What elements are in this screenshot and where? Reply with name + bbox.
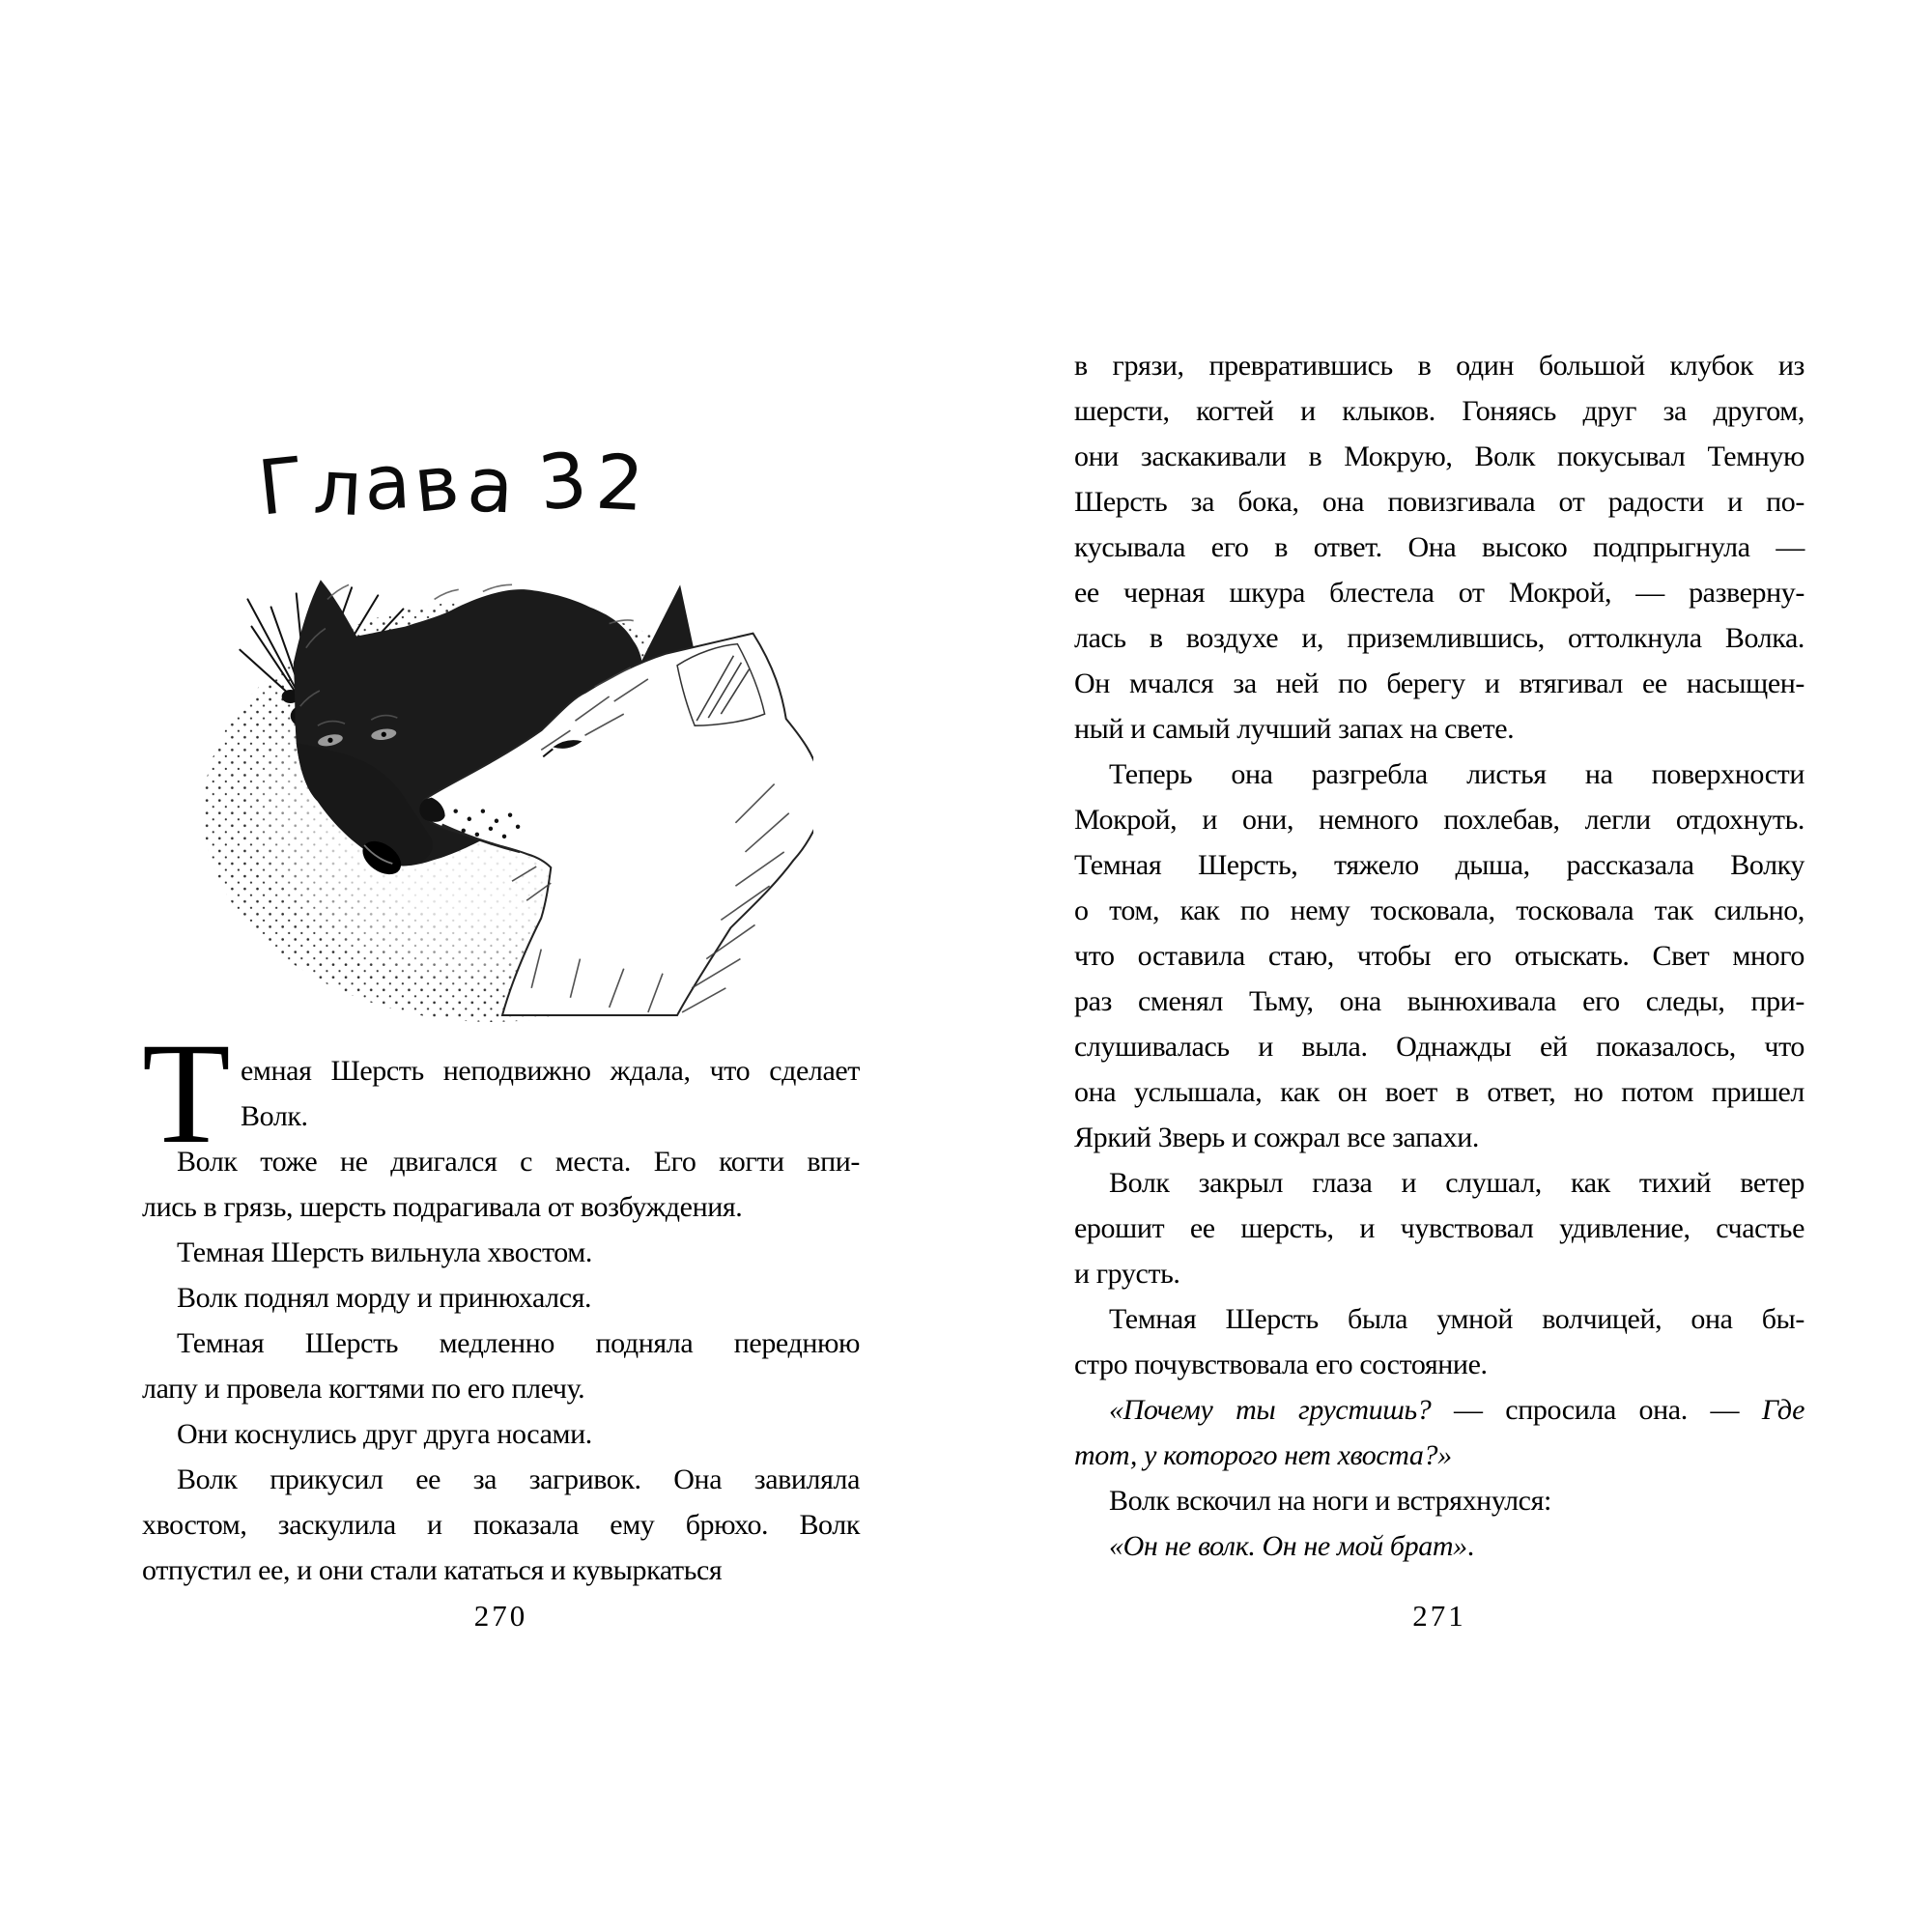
text-line: «Он не волк. Он не мой брат».	[1109, 1530, 1474, 1562]
text-line: ерошит ее шерсть, и чувствовал удивление, счастье	[1074, 1212, 1804, 1244]
text-line: Теперь она разгребла листья на поверхности	[1109, 758, 1804, 790]
text-line: кусывала его в ответ. Она высоко подпрыгнула —	[1074, 531, 1804, 563]
text-line: слушивалась и выла. Однажды ей показалось, что	[1074, 1031, 1804, 1063]
drop-cap: Т	[142, 1013, 231, 1174]
text-line: Волк закрыл глаза и слушал, как тихий ветер	[1109, 1167, 1804, 1199]
text-line: отпустил ее, и они стали кататься и кувыркаться	[142, 1554, 723, 1586]
text-line: Темная Шерсть, тяжело дыша, рассказала Волку	[1074, 849, 1804, 881]
text-line: что оставила стаю, чтобы его отыскать. Свет много	[1074, 940, 1804, 972]
text-line: лась в воздухе и, приземлившись, оттолкнула Волка.	[1074, 622, 1804, 654]
text-line: она услышала, как он воет в ответ, но потом пришел	[1074, 1076, 1804, 1108]
text-line: они заскакивали в Мокрую, Волк покусывал Темную	[1074, 440, 1804, 472]
text-line: Темная Шерсть медленно подняла переднюю	[177, 1327, 860, 1359]
text-line: Темная Шерсть была умной волчицей, она бы-	[1109, 1303, 1804, 1335]
text-line: «Почему ты грустишь? — спросила она. — Где	[1109, 1394, 1804, 1426]
page-number-left: 270	[473, 1599, 528, 1633]
text-line: хвостом, заскулила и показала ему брюхо. Волк	[142, 1509, 860, 1541]
text-line: ее черная шкура блестела от Мокрой, — разверну-	[1074, 577, 1804, 609]
right-page-text	[1074, 343, 1804, 1569]
text-line: Яркий Зверь и сожрал все запахи.	[1074, 1122, 1479, 1153]
text-line: о том, как по нему тосковала, тосковала так сильно,	[1074, 895, 1804, 926]
text-line: емная Шерсть неподвижно ждала, что сделает	[241, 1055, 860, 1087]
text-line: Шерсть за бока, она повизгивала от радости и по-	[1074, 486, 1804, 518]
text-line: стро почувствовала его состояние.	[1074, 1349, 1488, 1380]
text-line: шерсти, когтей и клыков. Гоняясь друг за другом,	[1074, 395, 1804, 427]
page-number-right: 271	[1412, 1599, 1466, 1633]
text-line: Волк.	[241, 1100, 308, 1132]
text-line: лись в грязь, шерсть подрагивала от возбуждения.	[142, 1191, 743, 1223]
text-line: Он мчался за ней по берегу и втягивал ее насыщен-	[1074, 668, 1804, 699]
text-line: Темная Шерсть вильнула хвостом.	[177, 1236, 592, 1268]
text-line: лапу и провела когтями по его плечу.	[142, 1373, 585, 1405]
text-line: раз сменял Тьму, она вынюхивала его следы, при-	[1074, 985, 1804, 1017]
text-line: ный и самый лучший запах на свете.	[1074, 713, 1515, 745]
chapter-title: Глава 32	[254, 436, 651, 534]
text-line: Волк тоже не двигался с места. Его когти впи-	[177, 1146, 860, 1178]
text-line: Волк поднял морду и принюхался.	[177, 1282, 592, 1314]
text-line: Мокрой, и они, немного похлебав, легли отдохнуть.	[1074, 804, 1804, 836]
text-line: Они коснулись друг друга носами.	[177, 1418, 592, 1450]
text-line: тот, у которого нет хвоста?»	[1074, 1439, 1452, 1471]
text-line: Волк прикусил ее за загривок. Она завиляла	[177, 1463, 860, 1495]
text-line: в грязи, превратившись в один большой клубок из	[1074, 350, 1804, 382]
text-line: и грусть.	[1074, 1258, 1180, 1290]
text-line: Волк вскочил на ноги и встряхнулся:	[1109, 1485, 1551, 1517]
